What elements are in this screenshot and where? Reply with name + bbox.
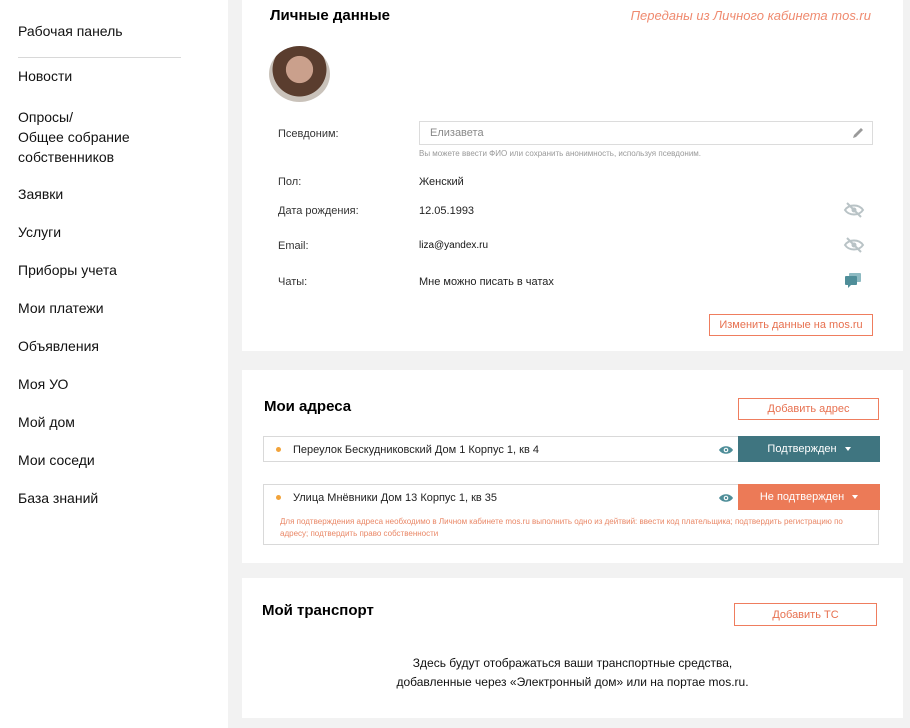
chats-label: Чаты:	[278, 276, 308, 288]
status-unconfirmed-button[interactable]	[738, 484, 880, 510]
source-note: Переданы из Личного кабинета mos.ru	[630, 8, 871, 23]
sidebar-item-ads[interactable]: Объявления	[18, 338, 99, 354]
personal-data-card	[242, 0, 903, 351]
gender-label: Пол:	[278, 176, 302, 188]
sidebar-item-polls[interactable]: Опросы/ Общее собрание собственников	[18, 109, 130, 165]
status-confirmed-button[interactable]	[738, 436, 880, 462]
sidebar-item-neighbors[interactable]: Мои соседи	[18, 452, 95, 468]
chat-icon[interactable]	[844, 272, 862, 289]
caret-down-icon	[845, 447, 851, 451]
sidebar-item-dashboard[interactable]: Рабочая панель	[18, 23, 123, 39]
eye-icon[interactable]	[718, 444, 734, 456]
email-label: Email:	[278, 240, 309, 252]
sidebar-item-requests[interactable]: Заявки	[18, 186, 64, 202]
add-address-button[interactable]: Добавить адрес	[738, 398, 879, 420]
status-dot	[276, 447, 281, 452]
avatar	[269, 46, 330, 102]
edit-on-mos-button[interactable]: Изменить данные на mos.ru	[709, 314, 873, 336]
sidebar	[0, 0, 228, 728]
pencil-icon[interactable]	[851, 126, 865, 140]
personal-data-title: Личные данные	[270, 7, 390, 24]
nickname-label: Псевдоним:	[278, 128, 339, 140]
birth-date-value: 12.05.1993	[419, 205, 475, 217]
caret-down-icon	[852, 495, 858, 499]
transport-card	[242, 578, 903, 718]
addresses-card	[242, 370, 903, 563]
eye-icon[interactable]	[718, 492, 734, 504]
gender-value: Женский	[419, 176, 464, 188]
nickname-input[interactable]	[419, 121, 873, 145]
empty-line-1: Здесь будут отображаться ваши транспортные средства,	[412, 656, 733, 670]
sidebar-item-my-house[interactable]: Мой дом	[18, 414, 75, 430]
sidebar-item-services[interactable]: Услуги	[18, 224, 62, 240]
transport-empty-message	[242, 654, 903, 692]
sidebar-item-knowledge-base[interactable]: База знаний	[18, 490, 99, 506]
email-value: liza@yandex.ru	[419, 240, 489, 251]
chats-value: Мне можно писать в чатах	[419, 276, 554, 288]
sidebar-divider	[18, 57, 181, 58]
sidebar-item-meters[interactable]: Приборы учета	[18, 262, 117, 278]
addresses-title: Мои адреса	[264, 398, 352, 415]
hidden-eye-icon[interactable]	[843, 237, 865, 253]
status-label: Подтвержден	[767, 443, 837, 455]
address-warning: Для подтверждения адреса необходимо в Личном кабинете mos.ru выполнить одно из дейтвий: ввести код плательщика; подтвердить регистрацию по адресу; подтвердить право собственности	[280, 517, 843, 538]
status-dot	[276, 495, 281, 500]
empty-line-2: добавленные через «Электронный дом» или на портае mos.ru.	[396, 675, 749, 689]
address-text: Улица Мнёвники Дом 13 Корпус 1, кв 35	[293, 492, 498, 504]
add-vehicle-button[interactable]: Добавить ТС	[734, 603, 877, 626]
address-text: Переулок Бескудниковский Дом 1 Корпус 1, кв 4	[293, 444, 539, 456]
birth-date-label: Дата рождения:	[278, 205, 359, 217]
address-row	[263, 436, 879, 462]
address-row	[263, 484, 879, 545]
transport-title: Мой транспорт	[262, 602, 374, 619]
nickname-hint: Вы можете ввести ФИО или сохранить анонимность, используя псевдоним.	[419, 149, 702, 158]
sidebar-item-management-company[interactable]: Моя УО	[18, 376, 69, 392]
status-label: Не подтвержден	[759, 491, 845, 503]
hidden-eye-icon[interactable]	[843, 202, 865, 218]
sidebar-item-payments[interactable]: Мои платежи	[18, 300, 104, 316]
sidebar-item-news[interactable]: Новости	[18, 68, 73, 84]
